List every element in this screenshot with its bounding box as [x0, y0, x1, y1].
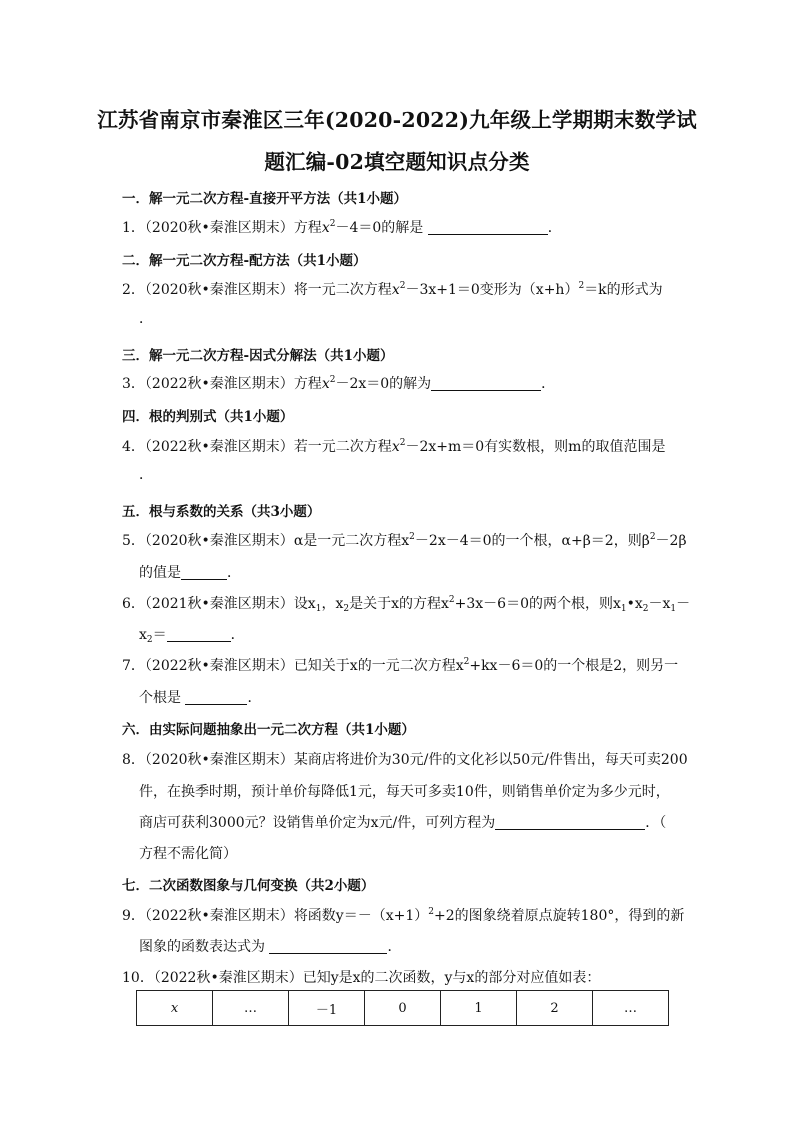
section-heading-7: 七．二次函数图象与几何变换（共2小题）	[122, 878, 375, 894]
question-4-continuation: ．	[139, 467, 153, 483]
question-8-line4: 方程不需化简）	[139, 846, 237, 862]
table-cell: －1	[289, 991, 365, 1026]
question-8-line3: 商店可获利3000元？设销售单价定为x元/件，可列方程为 ．（	[139, 815, 667, 831]
question-4: 4．（2022秋•秦淮区期末）若一元二次方程$x^2-2x+m=0$有实数根，则m的取值范围是	[122, 438, 666, 455]
table-cell: 0	[365, 991, 441, 1026]
question-9-continuation: 图象的函数表达式为 ．	[139, 939, 402, 955]
question-5: 5．（2020秋•秦淮区期末）α是一元二次方程$x^2-2x-4=0$的一个根，α+β＝2，则$\beta^2-2\beta$	[122, 532, 687, 549]
table-cell: 2	[517, 991, 593, 1026]
table-cell: x	[137, 991, 213, 1026]
document-title-line1: 江苏省南京市秦淮区三年(2020-2022)九年级上学期期末数学试	[97, 108, 697, 132]
answer-blank[interactable]	[428, 219, 548, 235]
table-cell: …	[213, 991, 289, 1026]
question-8-line2: 件，在换季时期，预计单价每降低1元，每天可多卖10件，则销售单价定为多少元时，	[139, 784, 670, 800]
section-heading-1: 一．解一元二次方程-直接开平方法（共1小题）	[122, 191, 407, 207]
answer-blank[interactable]	[431, 375, 541, 391]
answer-blank[interactable]	[269, 938, 387, 954]
question-9: 9．（2022秋•秦淮区期末）将函数$y=-(x+1)^2+2$的图象绕着原点旋转180°，得到的新	[122, 907, 685, 924]
question-6-continuation: $x_2=$ ．	[139, 627, 245, 645]
value-table	[136, 990, 669, 1026]
table-cell: 1	[441, 991, 517, 1026]
question-2-continuation: ．	[139, 311, 153, 327]
document-title-line2: 题汇编-02填空题知识点分类	[264, 150, 530, 174]
question-1: 1．（2020秋•秦淮区期末）方程$x^2-4=0$的解是 ．	[122, 219, 562, 236]
table-row	[137, 991, 669, 1026]
section-heading-3: 三．解一元二次方程-因式分解法（共1小题）	[122, 348, 394, 364]
question-7-continuation: 个根是 ．	[139, 690, 262, 706]
question-5-continuation: 的值是 ．	[139, 565, 241, 581]
section-heading-5: 五．根与系数的关系（共3小题）	[122, 504, 321, 520]
question-8: 8．（2020秋•秦淮区期末）某商店将进价为30元/件的文化衫以50元/件售出，每天可卖200	[122, 752, 688, 768]
section-heading-6: 六．由实际问题抽象出一元二次方程（共1小题）	[122, 722, 415, 738]
answer-blank[interactable]	[185, 689, 247, 705]
answer-blank[interactable]	[495, 814, 645, 830]
table-cell: …	[593, 991, 669, 1026]
section-heading-4: 四．根的判别式（共1小题）	[122, 409, 294, 425]
answer-blank[interactable]	[181, 564, 227, 580]
question-3: 3．（2022秋•秦淮区期末）方程$x^2-2x=0$的解为 ．	[122, 375, 556, 392]
question-7: 7．（2022秋•秦淮区期末）已知关于x的一元二次方程$x^2+kx-6=0$的一个根是2，则另一	[122, 657, 679, 674]
question-10: 10．（2022秋•秦淮区期末）已知y是x的二次函数，y与x的部分对应值如表：	[122, 970, 601, 986]
answer-blank[interactable]	[167, 626, 231, 642]
question-6: 6．（2021秋•秦淮区期末）设$x_1$，$x_2$是关于x的方程$x^2+3x-6=0$的两个根，则$x_1•x_2-x_1-$	[122, 595, 691, 614]
section-heading-2: 二．解一元二次方程-配方法（共1小题）	[122, 253, 367, 269]
question-2: 2．（2020秋•秦淮区期末）将一元二次方程$x^2-3x+1=0$变形为$(x+h)^2=k$的形式为	[122, 281, 663, 298]
